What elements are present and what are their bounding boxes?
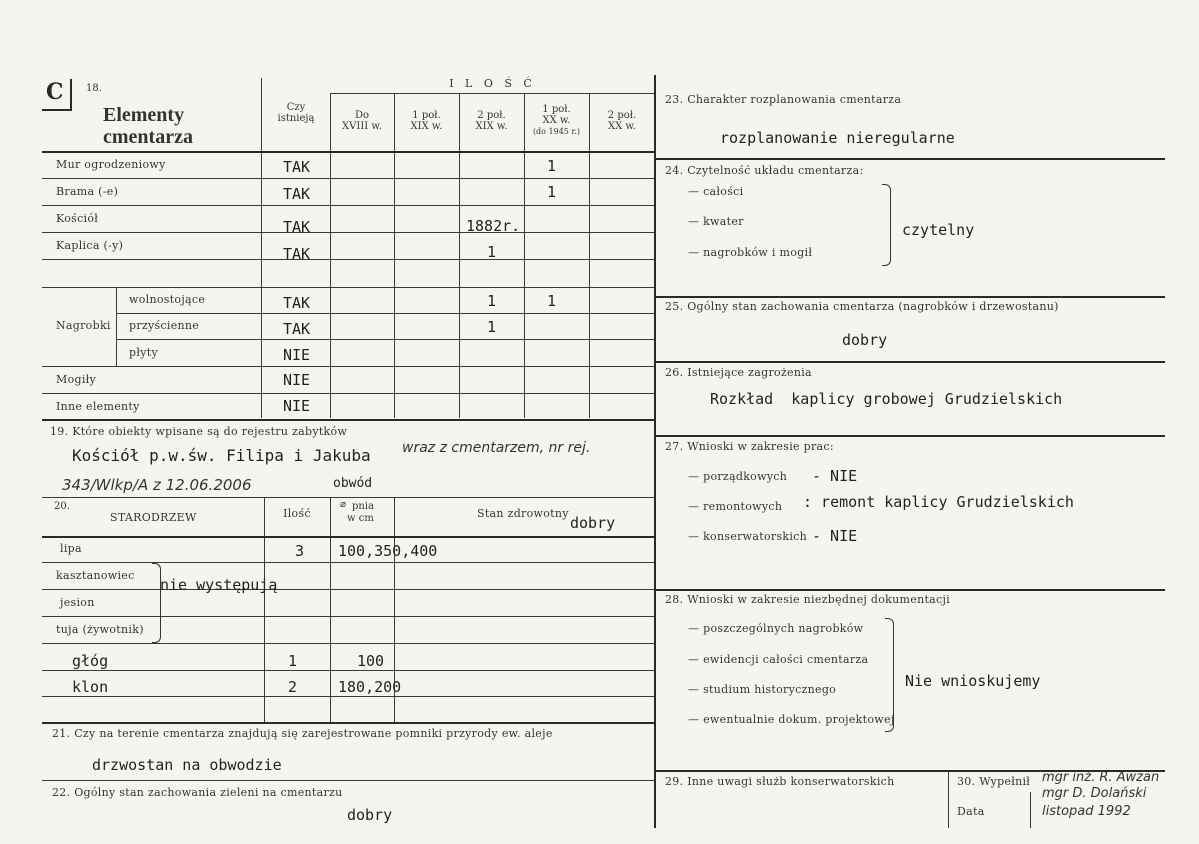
grid-line [42, 589, 655, 590]
s19-handwritten-2: 343/Wlkp/A z 12.06.2006 [62, 476, 252, 494]
ilosc-przysc-2polxix: 1 [486, 318, 497, 336]
grid-line [42, 562, 655, 563]
s18-title-line1: Elementy [103, 104, 185, 126]
tree-ilosc-lipa: 3 [295, 542, 305, 560]
grid-line [42, 178, 655, 179]
s20-col-pnia-symbol: ⌀ [340, 499, 347, 510]
grid-line [116, 339, 655, 340]
s19-typed-value: Kościół p.w.św. Filipa i Jakuba [72, 446, 371, 465]
col-do-2: XVIII w. [342, 121, 382, 132]
grid-line [42, 643, 655, 644]
grid-line [1030, 792, 1031, 828]
grid-line [42, 616, 655, 617]
czy-wolnostojace: TAK [283, 294, 311, 312]
s28-item-studium: — studium historycznego [688, 683, 837, 696]
s26-label: 26. Istniejące zagrożenia [665, 366, 812, 379]
s26-value: Rozkład kaplicy grobowej Grudzielskich [710, 390, 1063, 408]
grid-line [42, 722, 655, 724]
s23-label: 23. Charakter rozplanowania cmentarza [665, 93, 902, 106]
s27-value-remontowych: : remont kaplicy Grudzielskich [803, 493, 1074, 511]
s27-value-porzadkowych: - NIE [812, 467, 858, 485]
grid-line [948, 770, 949, 828]
s27-item-konserwatorskich: — konserwatorskich [688, 530, 808, 543]
s24-item-kwater: — kwater [688, 215, 744, 228]
s24-item-calosci: — całości [688, 185, 744, 198]
col-2pol-xx: 2 poł. [607, 110, 637, 121]
grid-line [42, 696, 655, 697]
czy-plyty: NIE [283, 346, 311, 364]
s21-label: 21. Czy na terenie cmentarza znajdują się zarejestrowane pomniki przyrody ew. aleje [52, 727, 553, 740]
grid-line [261, 78, 262, 418]
grid-line [42, 366, 655, 367]
s24-item-nagrobkow: — nagrobków i mogił [688, 246, 813, 259]
section-letter-box [42, 79, 72, 111]
s28-brace [885, 618, 894, 732]
grid-line [524, 93, 525, 418]
s19-label: 19. Które obiekty wpisane są do rejestru zabytków [50, 425, 348, 438]
grid-line [589, 93, 590, 418]
grid-line [330, 93, 331, 418]
tree-label-jesion: jesion [60, 596, 95, 609]
grid-line [42, 205, 655, 206]
tree-pien-lipa: 100,350,400 [338, 542, 438, 560]
s20-col-ilosc: Ilość [283, 507, 311, 520]
czy-inne: NIE [283, 397, 311, 415]
s20-col-pnia: pnia [352, 501, 375, 512]
grid-line [264, 497, 265, 723]
ilosc-mur-1polxx: 1 [546, 157, 557, 175]
col-1pol-xx-3: (do 1945 r.) [532, 127, 581, 136]
ilosc-wolno-1polxx: 1 [546, 292, 557, 310]
ilosc-brama-1polxx: 1 [546, 183, 557, 201]
center-divider [654, 75, 656, 828]
grid-line [330, 93, 655, 94]
s18-title-line2: cmentarza [103, 126, 193, 148]
grid-line [655, 361, 1165, 363]
col-ilosc-header: I L O Ś Ć [449, 77, 536, 90]
col-do: Do [354, 110, 370, 121]
s28-item-projektowej: — ewentualnie dokum. projektowej [688, 713, 895, 726]
col-1pol-xix-2: XIX w. [410, 121, 443, 132]
czy-brama: TAK [283, 185, 311, 203]
s21-value: drzwostan na obwodzie [92, 756, 282, 774]
tree-pien-klon: 180,200 [338, 678, 402, 696]
row-label-brama: Brama (-e) [56, 185, 119, 198]
czy-mogily: NIE [283, 371, 311, 389]
tree-ilosc-klon: 2 [288, 678, 298, 696]
col-2pol-xix: 2 poł. [477, 110, 506, 121]
row-label-przyscienne: przyścienne [129, 319, 200, 332]
section-letter: C [46, 79, 64, 105]
grid-line [116, 313, 655, 314]
row-label-inne: Inne elementy [56, 400, 140, 413]
grid-line [42, 497, 655, 498]
grid-line [42, 780, 655, 781]
grid-line [655, 589, 1165, 591]
czy-kosciol: TAK [283, 218, 311, 236]
s27-value-konserwatorskich: - NIE [812, 527, 858, 545]
s28-item-ewidencji: — ewidencji całości cmentarza [688, 653, 869, 666]
s27-label: 27. Wnioski w zakresie prac: [665, 440, 834, 453]
col-1pol-xix: 1 poł. [412, 110, 441, 121]
tree-ilosc-glog: 1 [288, 652, 298, 670]
tree-label-tuja: tuja (żywotnik) [56, 623, 144, 636]
row-label-nagrobki: Nagrobki [56, 319, 111, 332]
s20-number: 20. [54, 501, 70, 512]
s24-label: 24. Czytelność układu cmentarza: [665, 164, 864, 177]
grid-line [116, 287, 117, 366]
grid-line [42, 287, 655, 288]
grid-line [42, 393, 655, 394]
s30-label-data: Data [957, 805, 985, 818]
col-czy: Czy [286, 102, 306, 113]
grid-line [42, 259, 655, 260]
col-2pol-xx-2: XX w. [608, 121, 636, 132]
tree-label-kasztanowiec: kasztanowiec [56, 569, 135, 582]
tree-label-klon: klon [72, 678, 109, 696]
row-label-wolnostojace: wolnostojące [129, 293, 206, 306]
ilosc-wolno-2polxix: 1 [486, 292, 497, 310]
grid-line [42, 232, 655, 233]
s20-col-starodrzew: STARODRZEW [110, 511, 197, 524]
s30-handwritten-date: listopad 1992 [1042, 804, 1131, 819]
s23-value: rozplanowanie nieregularne [720, 129, 955, 147]
tree-brace [152, 563, 161, 643]
s30-handwritten-name-2: mgr D. Dolański [1042, 786, 1147, 801]
s22-label: 22. Ogólny stan zachowania zieleni na cmentarzu [52, 786, 343, 799]
col-1pol-xx-2: XX w. [542, 115, 571, 126]
s27-item-porzadkowych: — porządkowych [688, 470, 788, 483]
s30-handwritten-name-1: mgr inż. R. Awzan [1042, 770, 1160, 785]
col-istnieja: istnieją [277, 113, 315, 124]
tree-brace-note: nie występują [160, 576, 278, 594]
tree-pien-glog: 100 [357, 652, 385, 670]
row-label-kaplica: Kaplica (-y) [56, 239, 124, 252]
s25-value: dobry [842, 331, 888, 349]
czy-kaplica: TAK [283, 245, 311, 263]
grid-line [330, 497, 331, 723]
s20-col-stan: Stan zdrowotny [477, 507, 569, 520]
s25-label: 25. Ogólny stan zachowania cmentarza (nagrobków i drzewostanu) [665, 300, 1059, 313]
tree-label-lipa: lipa [60, 542, 82, 555]
s18-number: 18. [86, 83, 102, 94]
grid-line [42, 536, 655, 538]
s19-handwritten-1: wraz z cmentarzem, nr rej. [402, 440, 591, 456]
row-label-mur: Mur ogrodzeniowy [56, 158, 166, 171]
ilosc-kaplica-2polxix: 1 [486, 243, 497, 261]
grid-line [42, 670, 655, 671]
row-label-mogily: Mogiły [56, 373, 97, 386]
s20-stan-value: dobry [570, 514, 616, 532]
tree-label-glog: głóg [72, 652, 109, 670]
row-label-plyty: płyty [129, 346, 158, 359]
col-1pol-xx: 1 poł. [542, 104, 571, 115]
s30-label-wypelnil: 30. Wypełnił [957, 775, 1031, 788]
grid-line [655, 435, 1165, 437]
ilosc-kosciol-2polxix: 1882r. [466, 217, 521, 235]
s27-item-remontowych: — remontowych [688, 500, 783, 513]
s24-brace [882, 184, 891, 266]
grid-line [42, 151, 655, 153]
czy-mur: TAK [283, 158, 311, 176]
row-label-kosciol: Kościół [56, 212, 99, 225]
grid-line [394, 93, 395, 418]
grid-line [655, 158, 1165, 160]
s22-value: dobry [347, 806, 393, 824]
czy-przyscienne: TAK [283, 320, 311, 338]
grid-line [42, 419, 655, 421]
s20-col-pnia-2: w cm [347, 513, 374, 524]
s28-label: 28. Wnioski w zakresie niezbędnej dokumentacji [665, 593, 951, 606]
grid-line [655, 296, 1165, 298]
s29-label: 29. Inne uwagi służb konserwatorskich [665, 775, 895, 788]
s19-typed-obwod: obwód [333, 476, 373, 491]
col-2pol-xix-2: XIX w. [475, 121, 508, 132]
s28-item-nagrobkow: — poszczególnych nagrobków [688, 622, 864, 635]
s24-value: czytelny [902, 221, 975, 239]
s28-value: Nie wnioskujemy [905, 672, 1041, 690]
